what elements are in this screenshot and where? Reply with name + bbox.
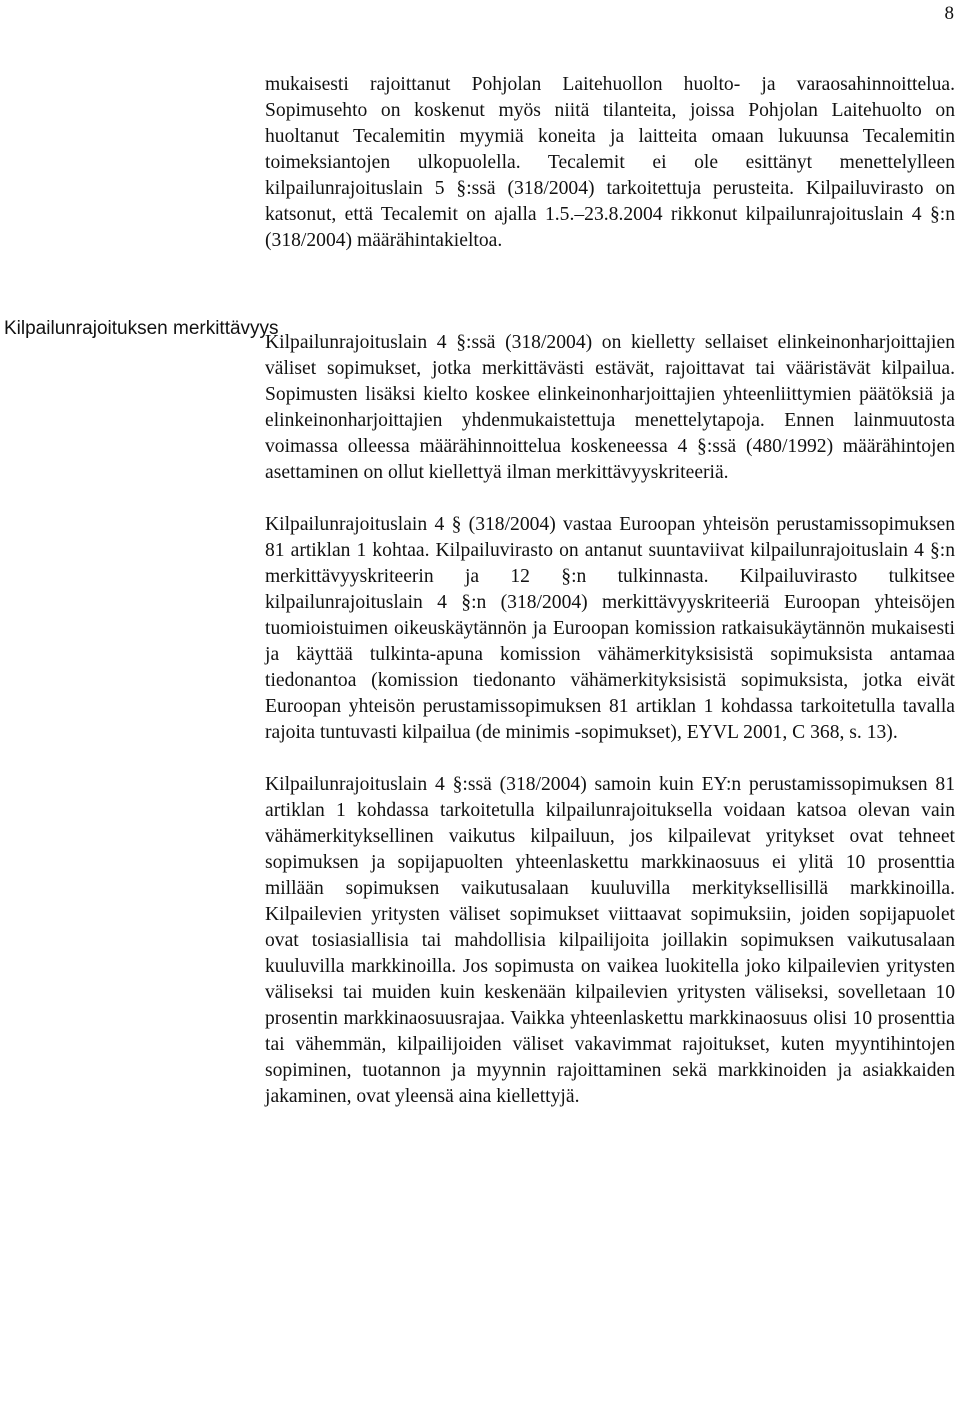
paragraph-1: mukaisesti rajoittanut Pohjolan Laitehuollon huolto- ja varaosahinnoittelua. Sopimusehto on koskenut myös niitä tilanteita, joissa Pohjolan Laitehuolto on huoltanut Tecalemitin myymiä koneita ja laitteita omaan lukuunsa Tecalemitin toimeksiantojen ulkopuolella. Tecalemit ei ole esittänyt menettelylleen kilpailunrajoituslain 5 §:ssä (318/2004) tarkoitettuja perusteita. Kilpailuvirasto on katsonut, että Tecalemit on ajalla 1.5.–23.8.2004 rikkonut kilpailunrajoituslain 4 §:n (318/2004) määrähintakieltoa. (265, 74, 955, 251)
side-heading: Kilpailunrajoituksen merkittävyys (4, 318, 279, 339)
page-number: 8 (944, 3, 954, 24)
paragraph-3: Kilpailunrajoituslain 4 § (318/2004) vastaa Euroopan yhteisön perustamissopimuksen 81 artiklan 1 kohtaa. Kilpailuvirasto on antanut suuntaviivat kilpailunrajoituslain 4 §:n merkittävyyskriteerin ja 12 §:n tulkinnasta. Kilpailuvirasto tulkitsee kilpailunrajoituslain 4 §:n (318/2004) merkittävyyskriteeriä Euroopan yhteisöjen tuomioistuimen oikeuskäytännön ja Euroopan komission ratkaisukäytännön mukaisesti ja käyttää tulkinta-apuna komission vähämerkityksisistä sopimuksista antamaa tiedonantoa (komission tiedonanto vähämerkityksisistä sopimuksista, jotka eivät Euroopan yhteisön perustamissopimuksen 81 artiklan 1 kohdassa tarkoitetulla tavalla rajoita tuntuvasti kilpailua (de minimis -sopimukset), EYVL 2001, C 368, s. 13). (265, 514, 955, 743)
main-text (265, 72, 955, 1110)
paragraph-4: Kilpailunrajoituslain 4 §:ssä (318/2004) samoin kuin EY:n perustamissopimuksen 81 artiklan 1 kohdassa tarkoitetulla kilpailunrajoituksella voidaan katsoa olevan vain vähämerkityksellinen vaikutus kilpailuun, jos kilpailevat yritykset ovat tehneet sopimuksen ja sopijapuolten yhteenlaskettu markkinaosuus ei ylitä 10 prosenttia millään sopimuksen vaikutusalaan kuuluvilla merkityksellisillä markkinoilla. Kilpailevien yritysten väliset sopimukset viittaavat sopimuksiin, joiden sopijapuolet ovat tosiasiallisia tai mahdollisia kilpailijoita joillakin sopimuksen vaikutusalaan kuuluvilla markkinoilla. Jos sopimusta on vaikea luokitella joko kilpailevien yritysten väliseksi tai muiden kuin keskenään kilpailevien yritysten väliseksi, sovelletaan 10 prosentin markkinaosuusrajaa. Vaikka yhteenlaskettu markkinaosuus olisi 10 prosenttia tai vähemmän, kilpailijoiden väliset vakavimmat rajoitukset, kuten myyntihintojen sopiminen, tuotannon ja myynnin rajoittaminen sekä markkinoiden ja asiakkaiden jakaminen, ovat yleensä aina kiellettyjä. (265, 774, 955, 1107)
paragraph-2: Kilpailunrajoituslain 4 §:ssä (318/2004) on kielletty sellaiset elinkeinonharjoittajien väliset sopimukset, jotka merkittävästi estävät, rajoittavat tai vääristävät kilpailua. Sopimusten lisäksi kielto koskee elinkeinonharjoittajien yhteenliittymien päätöksiä ja elinkeinonharjoittajien yhdenmukaistettuja menettelytapoja. Ennen lainmuutosta voimassa olleessa määrähinnoittelua koskeneessa 4 §:ssä (480/1992) määrähintojen asettaminen on ollut kiellettyä ilman merkittävyyskriteeriä. (265, 332, 955, 483)
